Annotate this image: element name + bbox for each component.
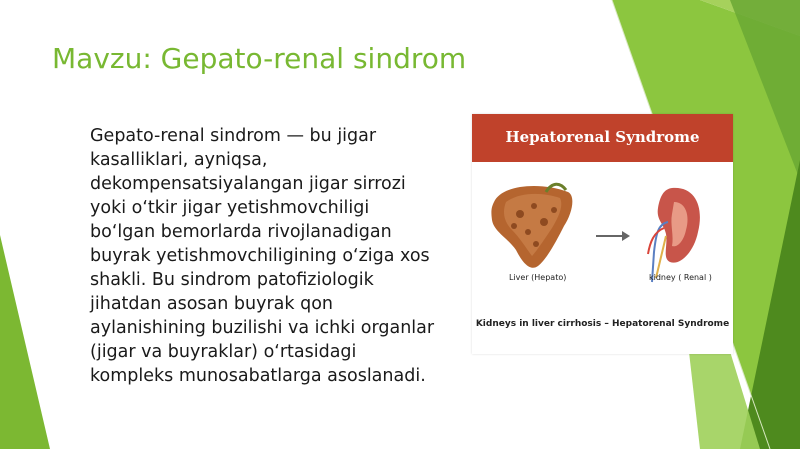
arrow-right-icon bbox=[596, 231, 630, 241]
liver-label: Liver (Hepato) bbox=[509, 273, 567, 282]
figure-caption: Kidneys in liver cirrhosis – Hepatorenal Syndrome bbox=[475, 319, 730, 329]
liver-illustration bbox=[491, 184, 572, 268]
slide-body-text: Gepato-renal sindrom — bu jigar kasalliklari, ayniqsa, dekompensatsiyalangan jigar sirrozi yoki o‘tkir jigar yetishmovchiligi bo‘lgan bemorlarda rivojlanadigan buyrak yetishmovchiligining o‘ziga xos shakli. Bu sindrom patofiziologik jihatdan asosan buyrak qon aylanishining buzilishi va ichki organlar (jigar va buyraklar) o‘rtasidagi kompleks munosabatlarga asoslanadi. bbox=[90, 126, 435, 386]
slide-title: Mavzu: Gepato-renal sindrom bbox=[52, 42, 467, 75]
figure-banner-title: Hepatorenal Syndrome bbox=[505, 128, 700, 146]
kidney-illustration bbox=[648, 188, 700, 282]
hepatorenal-figure bbox=[472, 114, 733, 354]
kidney-label: kidney ( Renal ) bbox=[649, 273, 712, 282]
